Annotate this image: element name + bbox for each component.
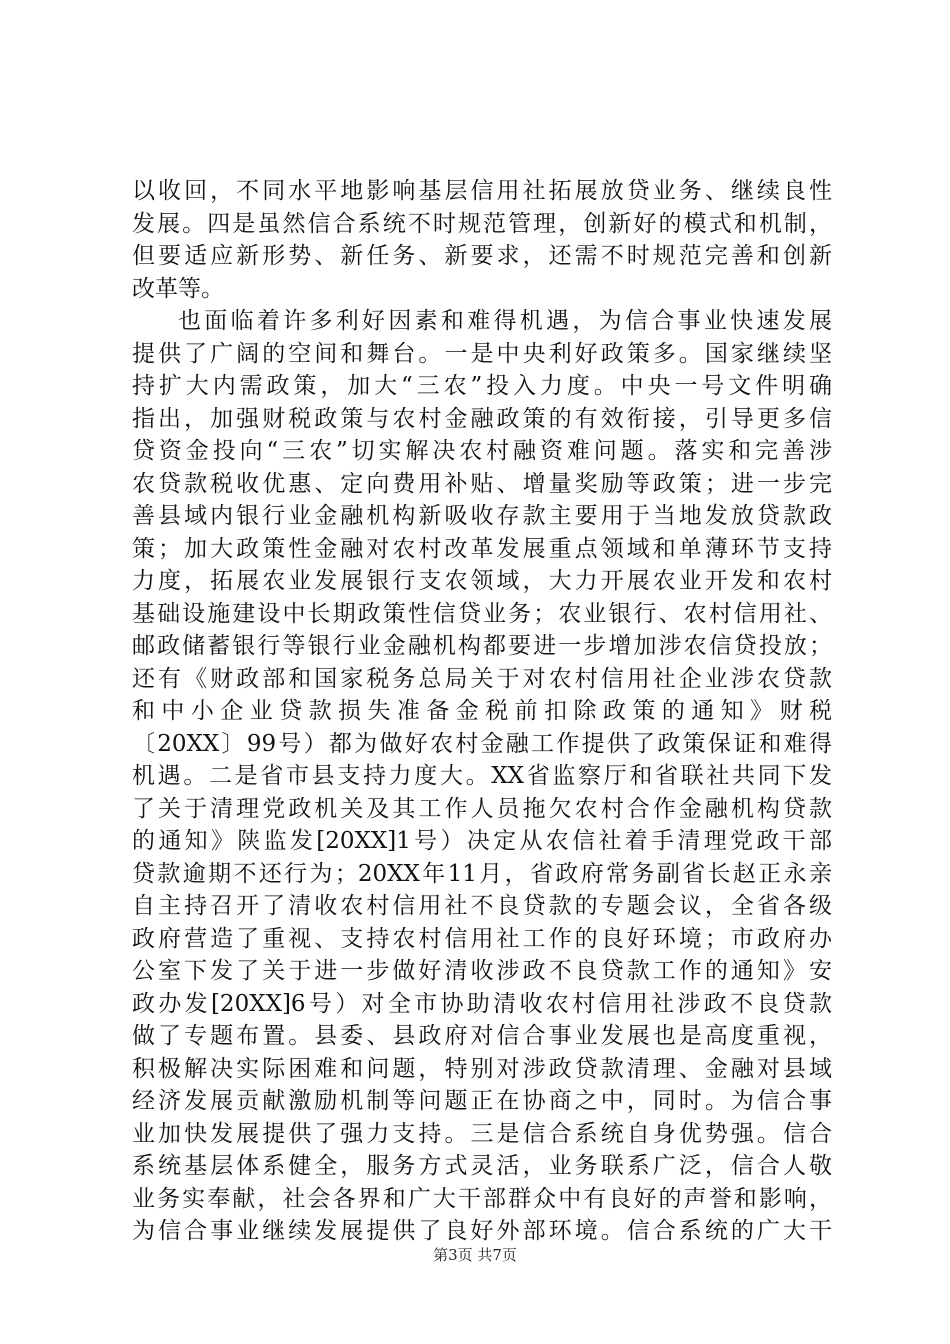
text-line: 自主持召开了清收农村信用社不良贷款的专题会议，全省各级 <box>132 893 832 919</box>
text-line: 还有《财政部和国家税务总局关于对农村信用社企业涉农贷款 <box>132 665 832 692</box>
text-line: 善县域内银行业金融机构新吸收存款主要用于当地发放贷款政 <box>132 503 832 529</box>
text-line: 提供了广阔的空间和舞台。一是中央利好政策多。国家继续坚 <box>132 340 832 367</box>
text-line: 贷款逾期不还行为；20XX年11月，省政府常务副省长赵正永亲 <box>132 860 832 887</box>
text-line: 发展。四是虽然信合系统不时规范管理，创新好的模式和机制， <box>132 210 832 237</box>
text-line: 公室下发了关于进一步做好清收涉政不良贷款工作的通知》安 <box>132 958 832 984</box>
text-line: 的通知》陕监发[20XX]1号）决定从农信社着手清理党政干部 <box>132 828 832 854</box>
document-body <box>132 175 832 1248</box>
text-line: 农贷款税收优惠、定向费用补贴、增量奖励等政策；进一步完 <box>132 470 832 497</box>
text-line: 贷资金投向“三农”切实解决农村融资难问题。落实和完善涉 <box>132 438 832 464</box>
text-line: 基础设施建设中长期政策性信贷业务；农业银行、农村信用社、 <box>132 600 832 627</box>
text-line: 力度，拓展农业发展银行支农领域，大力开展农业开发和农村 <box>132 568 832 594</box>
text-line: 但要适应新形势、新任务、新要求，还需不时规范完善和创新 <box>132 243 832 269</box>
text-line: 系统基层体系健全，服务方式灵活，业务联系广泛，信合人敬 <box>132 1153 832 1179</box>
text-line: 机遇。二是省市县支持力度大。XX省监察厅和省联社共同下发 <box>132 763 832 789</box>
text-line: 了关于清理党政机关及其工作人员拖欠农村合作金融机构贷款 <box>132 795 832 822</box>
text-line: 改革等。 <box>132 275 224 302</box>
text-line: 业加快发展提供了强力支持。三是信合系统自身优势强。信合 <box>132 1120 832 1147</box>
text-line: 积极解决实际困难和问题，特别对涉政贷款清理、金融对县域 <box>132 1055 832 1082</box>
text-line: 为信合事业继续发展提供了良好外部环境。信合系统的广大干 <box>132 1218 832 1244</box>
text-line: 持扩大内需政策，加大“三农”投入力度。中央一号文件明确 <box>132 373 832 399</box>
text-line: 〔20XX〕99号）都为做好农村金融工作提供了政策保证和难得 <box>132 730 832 757</box>
text-line: 政府营造了重视、支持农村信用社工作的良好环境；市政府办 <box>132 925 832 952</box>
text-line: 指出，加强财税政策与农村金融政策的有效衔接，引导更多信 <box>132 405 832 432</box>
page-indicator: 第3页 共7页 <box>433 1246 517 1264</box>
text-line: 也面临着许多利好因素和难得机遇，为信合事业快速发展 <box>178 308 832 334</box>
text-line: 邮政储蓄银行等银行业金融机构都要进一步增加涉农信贷投放； <box>132 633 832 659</box>
text-line: 政办发[20XX]6号）对全市协助清收农村信用社涉政不良贷款 <box>132 990 832 1017</box>
text-line: 业务实奉献，社会各界和广大干部群众中有良好的声誉和影响， <box>132 1185 832 1212</box>
text-line: 和中小企业贷款损失准备金税前扣除政策的通知》财税 <box>132 698 832 724</box>
text-line: 做了专题布置。县委、县政府对信合事业发展也是高度重视， <box>132 1023 832 1049</box>
text-line: 策；加大政策性金融对农村改革发展重点领域和单薄环节支持 <box>132 535 832 562</box>
text-line: 以收回，不同水平地影响基层信用社拓展放贷业务、继续良性 <box>132 178 832 204</box>
page-footer <box>0 1244 950 1265</box>
text-line: 经济发展贡献激励机制等问题正在协商之中，同时。为信合事 <box>132 1088 832 1114</box>
